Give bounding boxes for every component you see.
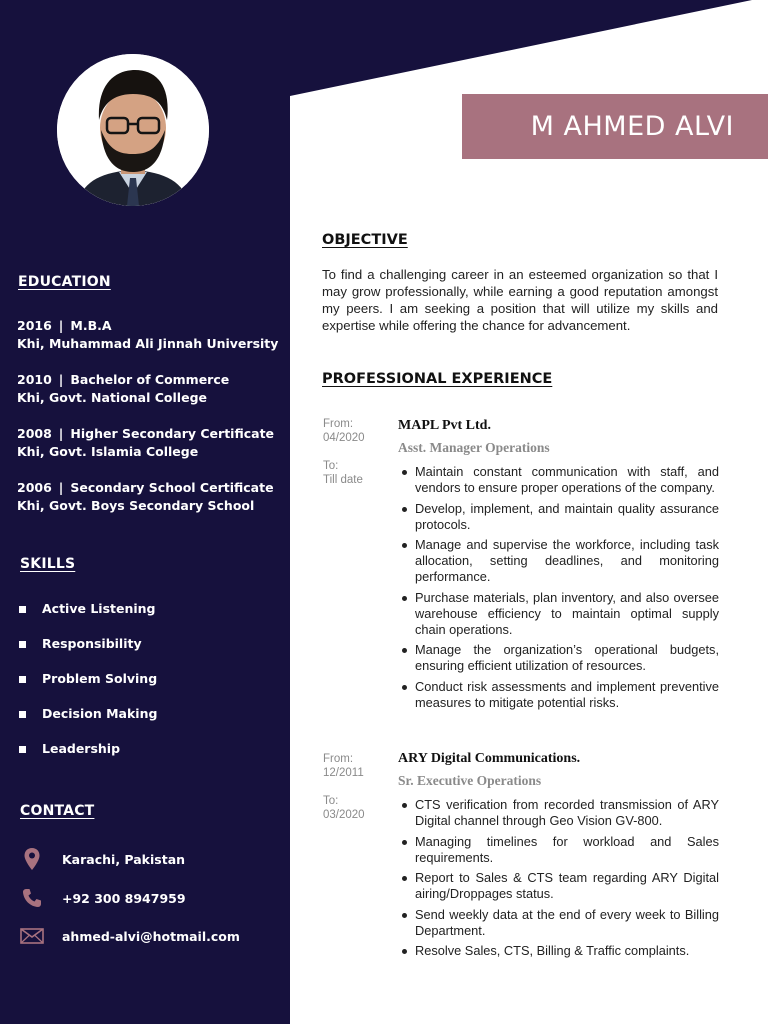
- duty-item: Resolve Sales, CTS, Billing & Traffic complaints.: [398, 943, 719, 959]
- job-to: [323, 459, 363, 487]
- job-to: [323, 794, 365, 822]
- contact-heading: CONTACT: [20, 803, 95, 819]
- profile-photo: [57, 54, 209, 206]
- square-bullet-icon: [19, 641, 26, 648]
- location-pin-icon: [20, 847, 44, 871]
- education-institute: Khi, Govt. Boys Secondary School: [17, 498, 255, 513]
- skill-label: Responsibility: [42, 636, 142, 651]
- phone-icon: [20, 886, 44, 910]
- duty-item: Send weekly data at the end of every week to Billing Department.: [398, 907, 719, 939]
- avatar-illustration: [57, 54, 209, 206]
- skill-label: Decision Making: [42, 706, 158, 721]
- skill-item: [17, 671, 157, 706]
- square-bullet-icon: [19, 746, 26, 753]
- from-date: 04/2020: [323, 432, 365, 444]
- education-item: 2010 | Bachelor of Commerce Khi, Govt. National College: [17, 372, 230, 405]
- company-name: MAPL Pvt Ltd.: [398, 418, 491, 433]
- job-role: Asst. Manager Operations: [398, 440, 550, 455]
- duty-item: Purchase materials, plan inventory, and also oversee warehouse efficiency to maintain optimal supply chain operations.: [398, 590, 719, 638]
- objective-heading: OBJECTIVE: [322, 232, 408, 248]
- skill-label: Leadership: [42, 741, 121, 756]
- education-institute: Khi, Govt. National College: [17, 390, 207, 405]
- education-degree: Higher Secondary Certificate: [70, 426, 275, 441]
- duty-item: CTS verification from recorded transmission of ARY Digital channel through Geo Vision GV-800.: [398, 797, 719, 829]
- duty-item: Conduct risk assessments and implement preventive measures to mitigate potential risks.: [398, 679, 719, 711]
- education-institute: Khi, Govt. Islamia College: [17, 444, 199, 459]
- contact-location-text: Karachi, Pakistan: [62, 851, 186, 867]
- job-role: Sr. Executive Operations: [398, 773, 542, 788]
- contact-location: [20, 847, 185, 871]
- duty-item: Maintain constant communication with staff, and vendors to ensure proper operations of the company.: [398, 464, 719, 496]
- square-bullet-icon: [19, 711, 26, 718]
- education-degree: M.B.A: [70, 318, 112, 333]
- contact-phone: [20, 886, 186, 910]
- contact-phone-text[interactable]: +92 300 8947959: [62, 890, 186, 906]
- skill-item: [17, 601, 157, 636]
- experience-heading: PROFESSIONAL EXPERIENCE: [322, 371, 553, 387]
- contact-email-text[interactable]: ahmed-alvi@hotmail.com: [62, 928, 240, 944]
- duties-list: [398, 464, 719, 716]
- education-degree: Bachelor of Commerce: [70, 372, 230, 387]
- to-label: To:: [323, 795, 339, 807]
- duty-item: Develop, implement, and maintain quality assurance protocols.: [398, 501, 719, 533]
- objective-text: To find a challenging career in an esteemed organization so that I may grow professionally, while earning a good reputation amongst my peers. I am seeking a position that will utilize my skills and expertise while offering the chance for advancement.: [322, 267, 718, 333]
- skill-item: [17, 741, 157, 776]
- education-year: 2006: [17, 480, 52, 495]
- skill-label: Problem Solving: [42, 671, 158, 686]
- envelope-icon: [20, 924, 44, 948]
- square-bullet-icon: [19, 606, 26, 613]
- education-institute: Khi, Muhammad Ali Jinnah University: [17, 336, 279, 351]
- from-date: 12/2011: [323, 767, 364, 779]
- duty-item: Report to Sales & CTS team regarding ARY Digital airing/Droppages status.: [398, 870, 719, 902]
- education-year: 2016: [17, 318, 52, 333]
- education-item: 2006 | Secondary School Certificate Khi, Govt. Boys Secondary School: [17, 480, 274, 513]
- skills-list: [17, 601, 157, 776]
- from-label: From:: [323, 418, 354, 430]
- duty-item: Manage the organization’s operational budgets, ensuring efficient utilization of resources.: [398, 642, 719, 674]
- skill-label: Active Listening: [42, 601, 156, 616]
- duty-item: Managing timelines for workload and Sales requirements.: [398, 834, 719, 866]
- job-from: [323, 752, 364, 780]
- from-label: From:: [323, 753, 354, 765]
- duty-item: Manage and supervise the workforce, including task allocation, setting deadlines, and monitoring performance.: [398, 537, 719, 585]
- skill-item: [17, 636, 157, 671]
- company-name: ARY Digital Communications.: [398, 751, 581, 766]
- education-degree: Secondary School Certificate: [70, 480, 274, 495]
- education-heading: EDUCATION: [18, 274, 111, 290]
- to-label: To:: [323, 460, 339, 472]
- skills-heading: SKILLS: [20, 556, 76, 572]
- square-bullet-icon: [19, 676, 26, 683]
- education-item: 2008 | Higher Secondary Certificate Khi, Govt. Islamia College: [17, 426, 275, 459]
- candidate-name: M AHMED ALVI: [530, 111, 734, 142]
- skill-item: [17, 706, 157, 741]
- job-from: [323, 417, 365, 445]
- name-banner: [462, 94, 768, 159]
- education-year: 2008: [17, 426, 52, 441]
- to-date: Till date: [323, 474, 363, 486]
- contact-email: [20, 924, 240, 948]
- duties-list: [398, 797, 719, 964]
- education-year: 2010: [17, 372, 52, 387]
- education-item: 2016 | M.B.A Khi, Muhammad Ali Jinnah University: [17, 318, 279, 351]
- to-date: 03/2020: [323, 809, 365, 821]
